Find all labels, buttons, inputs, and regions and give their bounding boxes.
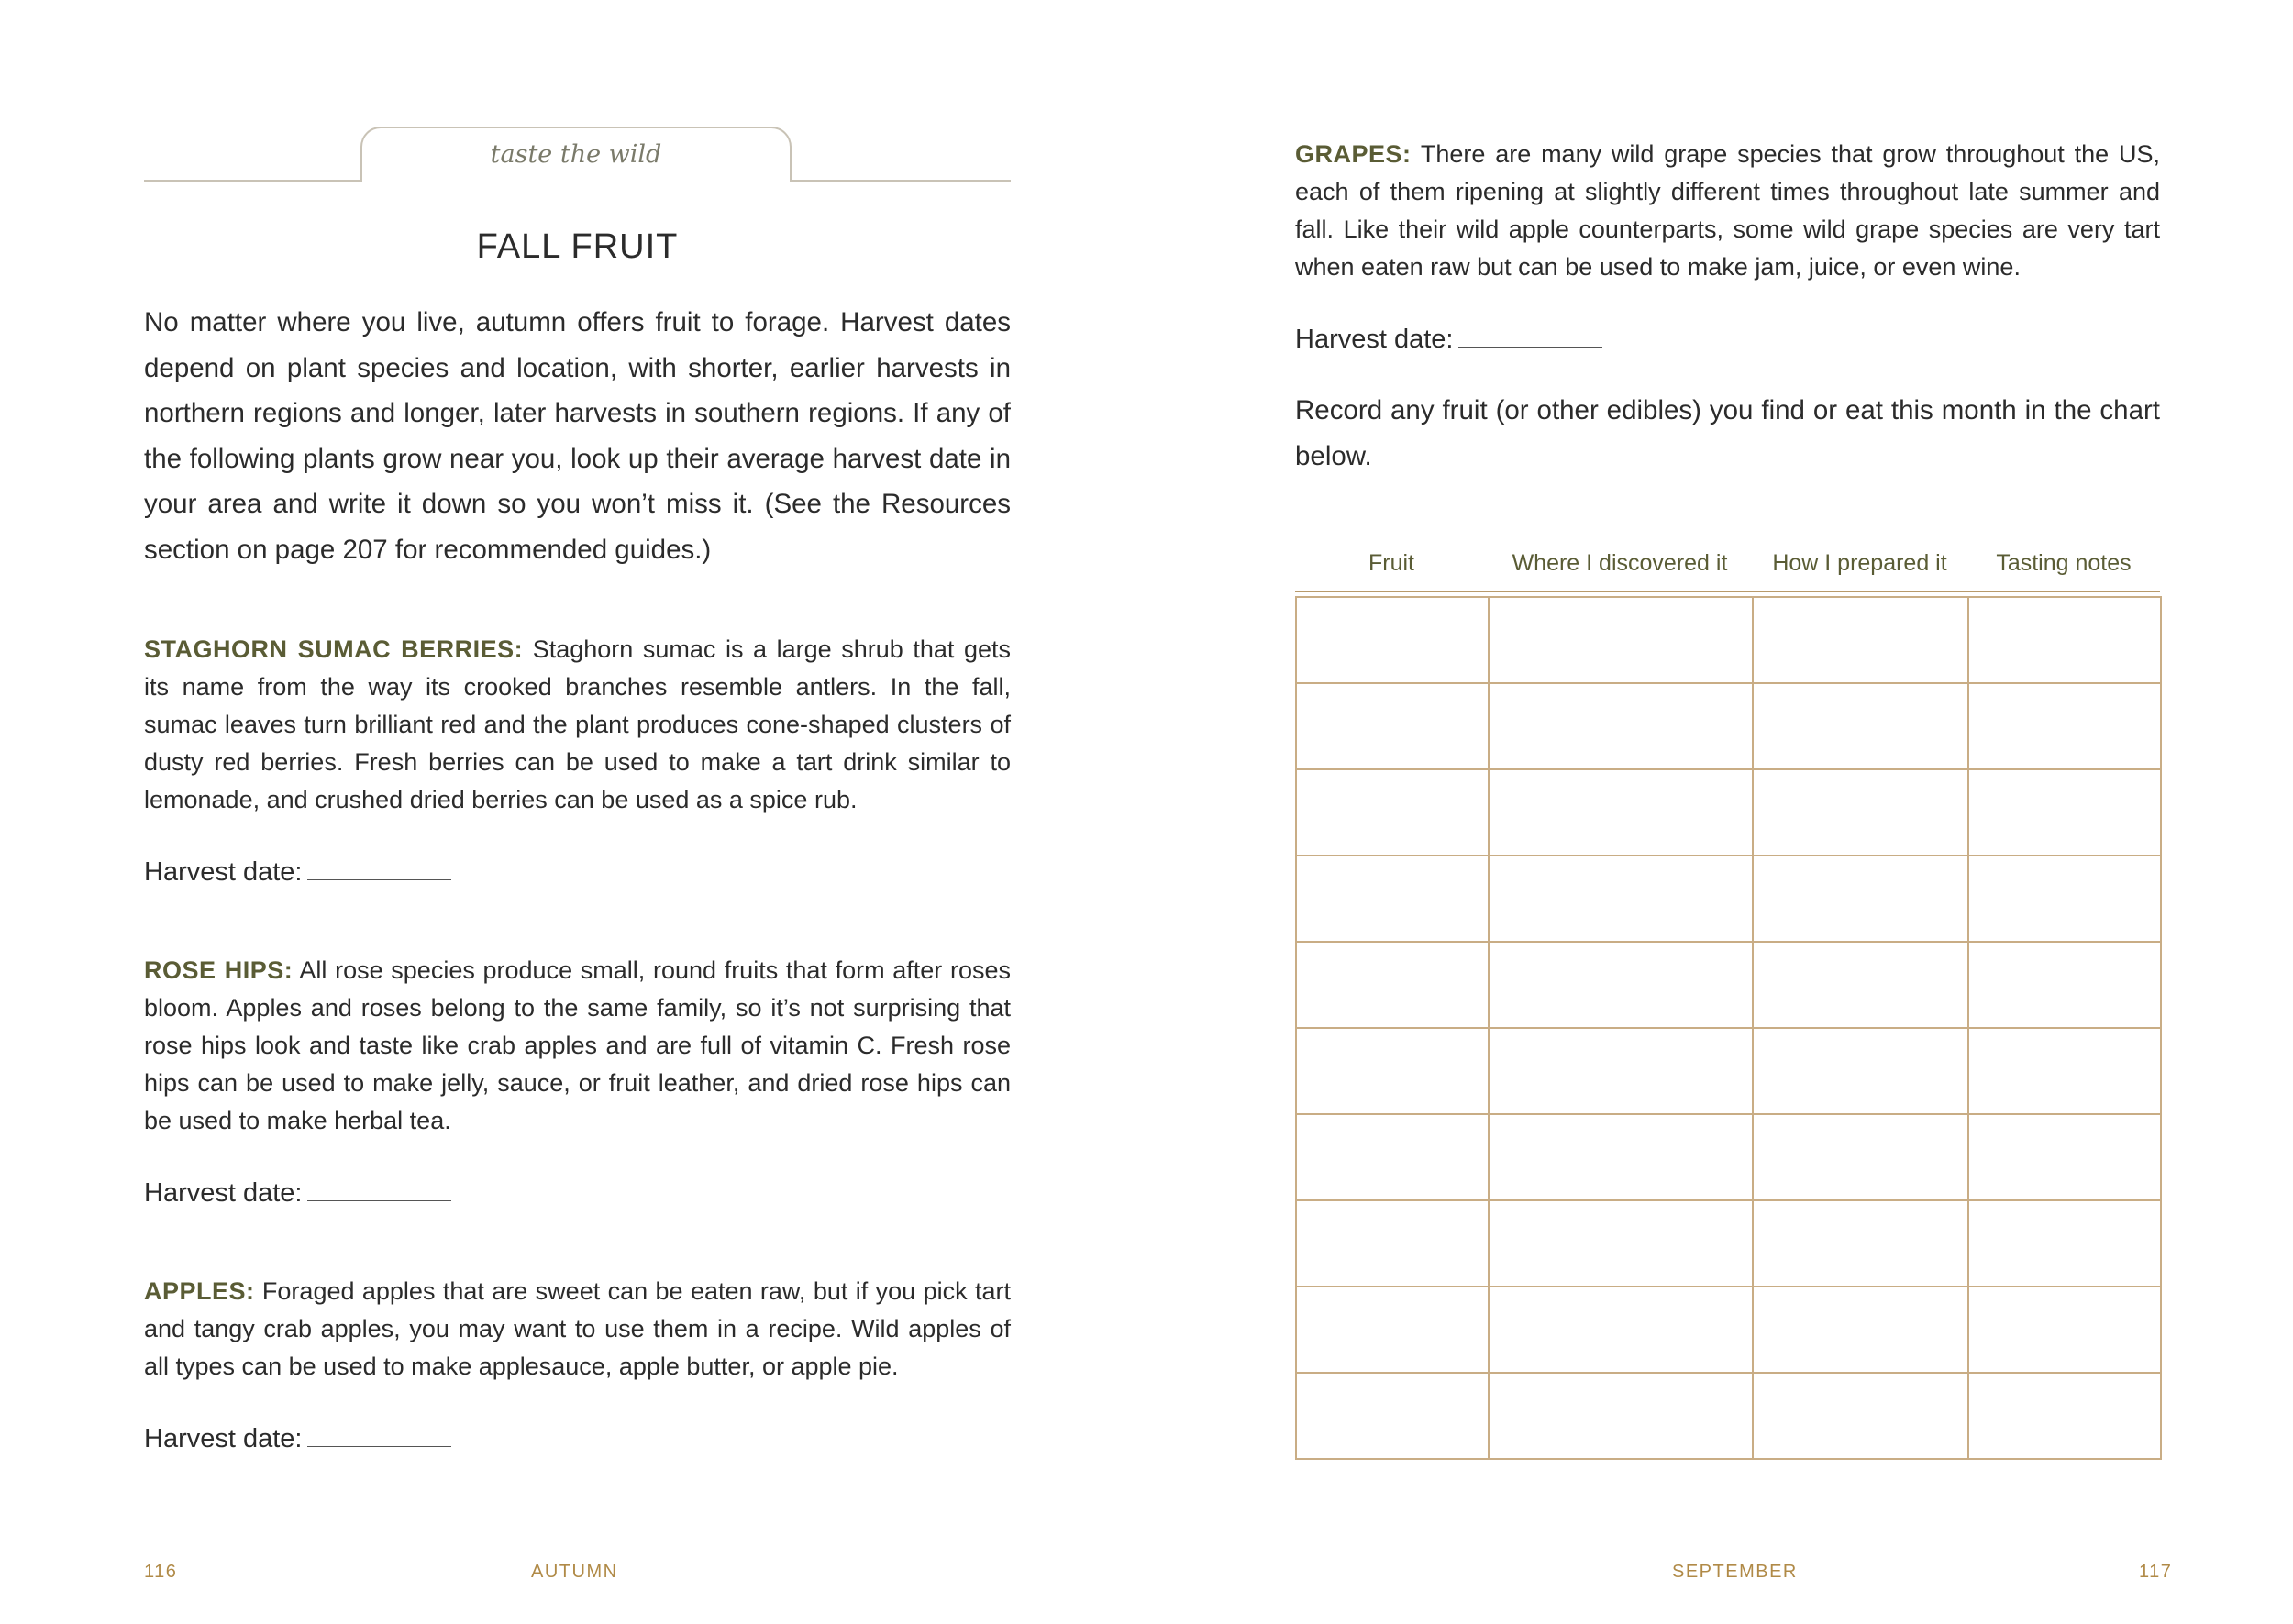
chart-row: [1296, 1200, 2161, 1287]
entry-text: Foraged apples that are sweet can be eaten raw, but if you pick tart and tangy crab apples, you may want to use them in a recipe. Wild apples of all types can be used to make applesauce, apple butter, or apple pie.: [144, 1277, 1011, 1380]
chart-cell: [1968, 856, 2161, 942]
chart-cell: [1489, 1114, 1753, 1200]
harvest-date-blank: [307, 878, 451, 880]
chart-cell: [1296, 1028, 1489, 1114]
harvest-date-blank: [307, 1199, 451, 1201]
column-header-where: Where I discovered it: [1512, 549, 1728, 576]
entry-apples: [144, 1273, 1011, 1386]
chart-cell: [1489, 597, 1753, 683]
chart-grid: [1295, 596, 2162, 1460]
chart-cell: [1296, 1287, 1489, 1373]
chart-cell: [1296, 856, 1489, 942]
chart-cell: [1296, 1200, 1489, 1287]
entry-term: STAGHORN SUMAC BERRIES:: [144, 635, 524, 663]
chart-cell: [1968, 942, 2161, 1028]
chart-cell: [1968, 597, 2161, 683]
right-page: [1295, 0, 2173, 1624]
chart-cell: [1489, 683, 1753, 769]
left-page: [144, 0, 1011, 1624]
chart-cell: [1489, 769, 1753, 856]
page-title: FALL FRUIT: [476, 227, 679, 266]
chart-cell: [1968, 1028, 2161, 1114]
chart-row: [1296, 1114, 2161, 1200]
chart-cell: [1968, 1114, 2161, 1200]
chart-row: [1296, 1373, 2161, 1459]
chart-cell: [1753, 1028, 1968, 1114]
harvest-date-label: Harvest date:: [144, 857, 303, 887]
chart-row: [1296, 856, 2161, 942]
chart-cell: [1296, 683, 1489, 769]
chart-cell: [1968, 769, 2161, 856]
harvest-date-blank: [1458, 346, 1602, 348]
chart-cell: [1753, 683, 1968, 769]
section-label-right: SEPTEMBER: [1672, 1562, 1798, 1582]
chart-cell: [1968, 683, 2161, 769]
chart-cell: [1489, 1373, 1753, 1459]
chart-row: [1296, 1028, 2161, 1114]
column-header-tasting: Tasting notes: [1996, 549, 2132, 576]
running-header: taste the wild: [360, 127, 792, 182]
chart-cell: [1753, 769, 1968, 856]
entry-staghorn-sumac: [144, 631, 1011, 819]
chart-instructions: Record any fruit (or other edibles) you find or eat this month in the chart below.: [1295, 395, 2160, 471]
chart-cell: [1296, 1373, 1489, 1459]
entry-term: GRAPES:: [1295, 140, 1412, 168]
chart-row: [1296, 769, 2161, 856]
entry-term: ROSE HIPS:: [144, 956, 294, 984]
chart-row: [1296, 1287, 2161, 1373]
chart-cell: [1968, 1373, 2161, 1459]
chart-cell: [1968, 1287, 2161, 1373]
intro-paragraph: No matter where you live, autumn offers fruit to forage. Harvest dates depend on plant species and location, with shorter, earlier harvests in northern regions and longer, later harvests in southern regions. If any of the following plants grow near you, look up their average harvest date in your area and write it down so you won’t miss it. (See the Resources section on page 207 for recommended guides.): [144, 307, 1011, 565]
chart-cell: [1489, 942, 1753, 1028]
chart-cell: [1753, 942, 1968, 1028]
entry-text: All rose species produce small, round fruits that form after roses bloom. Apples and roses belong to the same family, so it’s not surprising that rose hips look and taste like crab apples and are full of vitamin C. Fresh rose hips can be used to make jelly, sauce, or fruit leather, and dried rose hips can be used to make herbal tea.: [144, 956, 1011, 1134]
entry-grapes: [1295, 136, 2160, 286]
chart-cell: [1753, 1200, 1968, 1287]
chart-cell: [1489, 1200, 1753, 1287]
entry-text: Staghorn sumac is a large shrub that gets its name from the way its crooked branches resemble antlers. In the fall, sumac leaves turn brilliant red and the plant produces cone-shaped clusters of dusty red berries. Fresh berries can be used to make a tart drink similar to lemonade, and crushed dried berries can be used as a spice rub.: [144, 635, 1011, 813]
page-number-left: 116: [144, 1562, 178, 1582]
chart-row: [1296, 597, 2161, 683]
chart-cell: [1296, 597, 1489, 683]
harvest-date-blank: [307, 1445, 451, 1447]
section-label-left: AUTUMN: [531, 1562, 618, 1582]
column-header-fruit: Fruit: [1368, 549, 1414, 576]
harvest-date-field: [144, 1420, 451, 1457]
entry-text: There are many wild grape species that grow throughout the US, each of them ripening at slightly different times throughout late summer and fall. Like their wild apple counterparts, some wild grape species are very tart when eaten raw but can be used to make jam, juice, or even wine.: [1295, 140, 2160, 281]
chart-cell: [1296, 1114, 1489, 1200]
chart-cell: [1489, 1028, 1753, 1114]
harvest-date-field: [1295, 321, 1602, 358]
entry-term: APPLES:: [144, 1277, 255, 1305]
chart-cell: [1296, 942, 1489, 1028]
fruit-log-chart: [1295, 541, 2160, 1460]
chart-header-row: [1295, 541, 2160, 585]
chart-cell: [1753, 1287, 1968, 1373]
chart-cell: [1489, 1287, 1753, 1373]
harvest-date-label: Harvest date:: [144, 1178, 303, 1208]
column-header-how: How I prepared it: [1772, 549, 1947, 576]
entry-rose-hips: [144, 952, 1011, 1140]
chart-cell: [1489, 856, 1753, 942]
chart-cell: [1753, 856, 1968, 942]
harvest-date-field: [144, 854, 451, 890]
harvest-date-label: Harvest date:: [144, 1424, 303, 1453]
chart-cell: [1968, 1200, 2161, 1287]
chart-row: [1296, 942, 2161, 1028]
page-number-right: 117: [2139, 1562, 2173, 1582]
chart-cell: [1296, 769, 1489, 856]
chart-header-rule: [1295, 591, 2160, 592]
harvest-date-field: [144, 1175, 451, 1211]
chart-row: [1296, 683, 2161, 769]
chart-cell: [1753, 1114, 1968, 1200]
chart-cell: [1753, 1373, 1968, 1459]
chart-cell: [1753, 597, 1968, 683]
harvest-date-label: Harvest date:: [1295, 325, 1454, 354]
